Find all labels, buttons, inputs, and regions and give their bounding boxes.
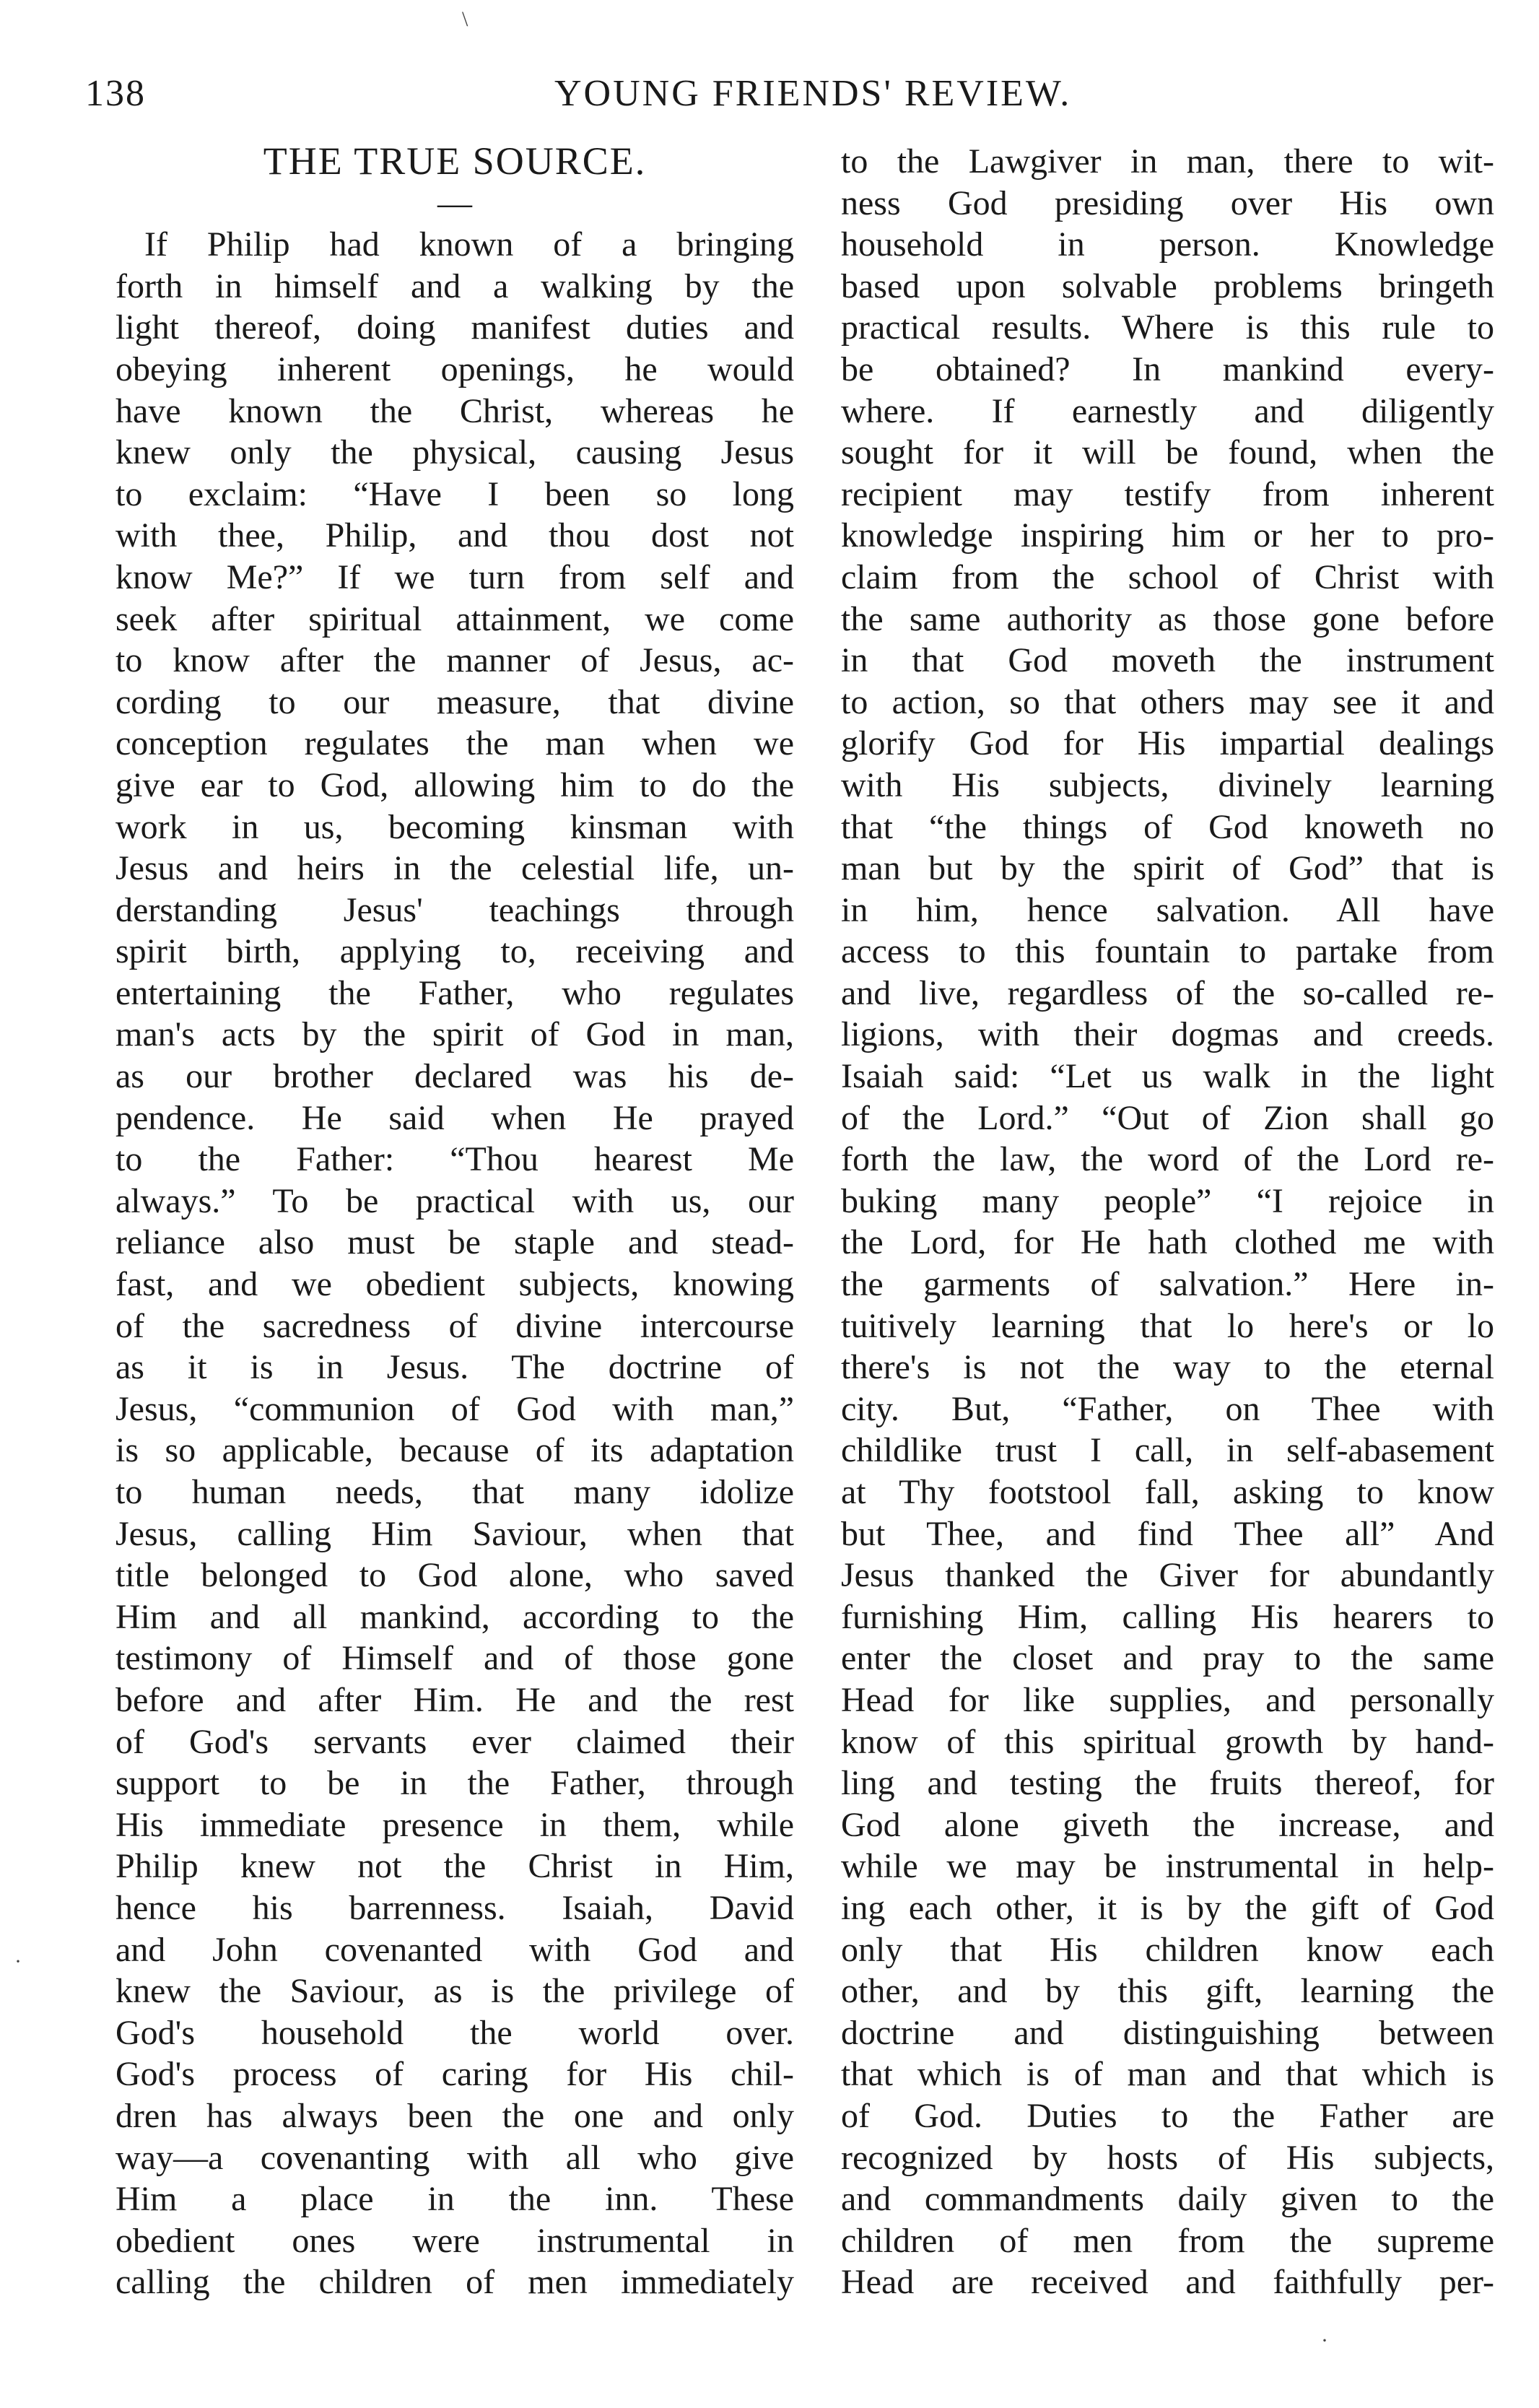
text-line: reliance also must be staple and stead- [115, 1223, 794, 1262]
text-line: to the Lawgiver in man, there to wit- [841, 142, 1494, 181]
text-line: knowledge inspiring him or her to pro- [841, 516, 1494, 555]
text-line: ness God presiding over His own [841, 183, 1494, 222]
text-line: that which is of man and that which is [841, 2055, 1494, 2094]
text-line: obeying inherent openings, he would [115, 349, 794, 388]
text-line: ing each other, it is by the gift of God [841, 1888, 1494, 1927]
text-line: God alone giveth the increase, and [841, 1805, 1494, 1844]
text-line: Philip knew not the Christ in Him, [115, 1847, 794, 1886]
text-line: to exclaim: “Have I been so long [115, 474, 794, 513]
text-line: support to be in the Father, through [115, 1764, 794, 1803]
page-number: 138 [85, 73, 146, 114]
text-line: the garments of salvation.” Here in- [841, 1265, 1494, 1304]
text-line: Head for like supplies, and personally [841, 1680, 1494, 1719]
text-line: hence his barrenness. Isaiah, David [115, 1888, 794, 1927]
page-header [85, 72, 1510, 123]
text-line: buking many people” “I rejoice in [841, 1181, 1494, 1220]
text-line: fast, and we obedient subjects, knowing [115, 1265, 794, 1304]
text-line: testimony of Himself and of those gone [115, 1639, 794, 1678]
text-line: to know after the manner of Jesus, ac- [115, 641, 794, 680]
text-line: pendence. He said when He prayed [115, 1098, 794, 1137]
text-line: entertaining the Father, who regulates [115, 973, 794, 1012]
text-line: as it is in Jesus. The doctrine of [115, 1348, 794, 1387]
text-line: practical results. Where is this rule to [841, 308, 1494, 347]
text-line: If Philip had known of a bringing [144, 225, 794, 264]
text-line: know of this spiritual growth by hand- [841, 1722, 1494, 1761]
text-line: to action, so that others may see it and [841, 682, 1494, 721]
text-line: with thee, Philip, and thou dost not [115, 516, 794, 555]
left-column-body [115, 224, 794, 2303]
text-line: while we may be instrumental in help- [841, 1847, 1494, 1886]
text-line: forth in himself and a walking by the [115, 266, 794, 305]
text-line: derstanding Jesus' teachings through [115, 890, 794, 929]
text-line: knew the Saviour, as is the privilege of [115, 1972, 794, 2011]
text-line: ligions, with their dogmas and creeds. [841, 1015, 1494, 1054]
text-line: where. If earnestly and diligently [841, 391, 1494, 430]
text-line: doctrine and distinguishing between [841, 2013, 1494, 2052]
text-line: of God. Duties to the Father are [841, 2096, 1494, 2135]
text-line: man but by the spirit of God” that is [841, 849, 1494, 888]
text-line: His immediate presence in them, while [115, 1805, 794, 1844]
text-line: light thereof, doing manifest duties and [115, 308, 794, 347]
text-line: God's household the world over. [115, 2013, 794, 2052]
text-line: but Thee, and find Thee all” And [841, 1514, 1494, 1553]
text-line: recipient may testify from inherent [841, 474, 1494, 513]
text-line: and John covenanted with God and [115, 1930, 794, 1969]
text-line: access to this fountain to partake from [841, 932, 1494, 971]
text-line: Head are received and faithfully per- [841, 2263, 1494, 2302]
text-line: the Lord, for He hath clothed me with [841, 1223, 1494, 1262]
text-line: title belonged to God alone, who saved [115, 1556, 794, 1595]
text-line: childlike trust I call, in self-abasement [841, 1431, 1494, 1470]
text-line: there's is not the way to the eternal [841, 1348, 1494, 1387]
text-line: other, and by this gift, learning the [841, 1972, 1494, 2011]
text-line: of the sacredness of divine intercourse [115, 1306, 794, 1345]
text-line: God's process of caring for His chil- [115, 2055, 794, 2094]
text-line: based upon solvable problems bringeth [841, 266, 1494, 305]
text-line: recognized by hosts of His subjects, [841, 2138, 1494, 2177]
running-head: YOUNG FRIENDS' REVIEW. [554, 73, 1072, 114]
text-line: Him and all mankind, according to the [115, 1597, 794, 1636]
text-line: be obtained? In mankind every- [841, 349, 1494, 388]
text-line: the same authority as those gone before [841, 599, 1494, 638]
right-column [841, 141, 1494, 2303]
text-line: and live, regardless of the so-called re- [841, 973, 1494, 1012]
text-line: of God's servants ever claimed their [115, 1722, 794, 1761]
text-line: ling and testing the fruits thereof, for [841, 1764, 1494, 1803]
print-speck: · [14, 1950, 22, 1973]
title-rule: — [437, 183, 472, 222]
print-speck: \ [462, 7, 468, 31]
text-line: in him, hence salvation. All have [841, 890, 1494, 929]
text-line: and commandments daily given to the [841, 2180, 1494, 2219]
text-line: furnishing Him, calling His hearers to [841, 1597, 1494, 1636]
text-line: at Thy footstool fall, asking to know [841, 1473, 1494, 1511]
text-line: children of men from the supreme [841, 2221, 1494, 2260]
text-line: Jesus, “communion of God with man,” [115, 1389, 794, 1428]
text-line: before and after Him. He and the rest [115, 1680, 794, 1719]
text-line: is so applicable, because of its adaptation [115, 1431, 794, 1470]
text-line: work in us, becoming kinsman with [115, 807, 794, 846]
text-line: always.” To be practical with us, our [115, 1181, 794, 1220]
text-line: as our brother declared was his de- [115, 1057, 794, 1096]
text-line: of the Lord.” “Out of Zion shall go [841, 1098, 1494, 1137]
text-line: man's acts by the spirit of God in man, [115, 1015, 794, 1054]
text-line: have known the Christ, whereas he [115, 391, 794, 430]
text-line: Him a place in the inn. These [115, 2180, 794, 2219]
text-line: obedient ones were instrumental in [115, 2221, 794, 2260]
text-line: glorify God for His impartial dealings [841, 724, 1494, 763]
text-line: knew only the physical, causing Jesus [115, 433, 794, 472]
text-line: know Me?” If we turn from self and [115, 557, 794, 596]
text-line: spirit birth, applying to, receiving and [115, 932, 794, 971]
text-line: calling the children of men immediately [115, 2263, 794, 2302]
right-column-body [841, 141, 1494, 2303]
article-title: THE TRUE SOURCE. [263, 139, 647, 183]
text-line: sought for it will be found, when the [841, 433, 1494, 472]
text-line: Isaiah said: “Let us walk in the light [841, 1057, 1494, 1096]
text-line: that “the things of God knoweth no [841, 807, 1494, 846]
text-line: household in person. Knowledge [841, 225, 1494, 264]
text-line: tuitively learning that lo here's or lo [841, 1306, 1494, 1345]
text-line: to human needs, that many idolize [115, 1473, 794, 1511]
text-line: Jesus, calling Him Saviour, when that [115, 1514, 794, 1553]
text-line: enter the closet and pray to the same [841, 1639, 1494, 1678]
text-line: Jesus thanked the Giver for abundantly [841, 1556, 1494, 1595]
text-line: with His subjects, divinely learning [841, 765, 1494, 804]
text-line: forth the law, the word of the Lord re- [841, 1140, 1494, 1179]
text-line: Jesus and heirs in the celestial life, un- [115, 849, 794, 888]
print-speck: · [1321, 2329, 1328, 2352]
text-line: only that His children know each [841, 1930, 1494, 1969]
text-line: to the Father: “Thou hearest Me [115, 1140, 794, 1179]
text-line: conception regulates the man when we [115, 724, 794, 763]
text-line: in that God moveth the instrument [841, 641, 1494, 680]
text-line: city. But, “Father, on Thee with [841, 1389, 1494, 1428]
text-line: seek after spiritual attainment, we come [115, 599, 794, 638]
text-line: claim from the school of Christ with [841, 557, 1494, 596]
text-line: dren has always been the one and only [115, 2096, 794, 2135]
text-line: cording to our measure, that divine [115, 682, 794, 721]
text-line: give ear to God, allowing him to do the [115, 765, 794, 804]
left-column [115, 141, 794, 2303]
text-line: way—a covenanting with all who give [115, 2138, 794, 2177]
